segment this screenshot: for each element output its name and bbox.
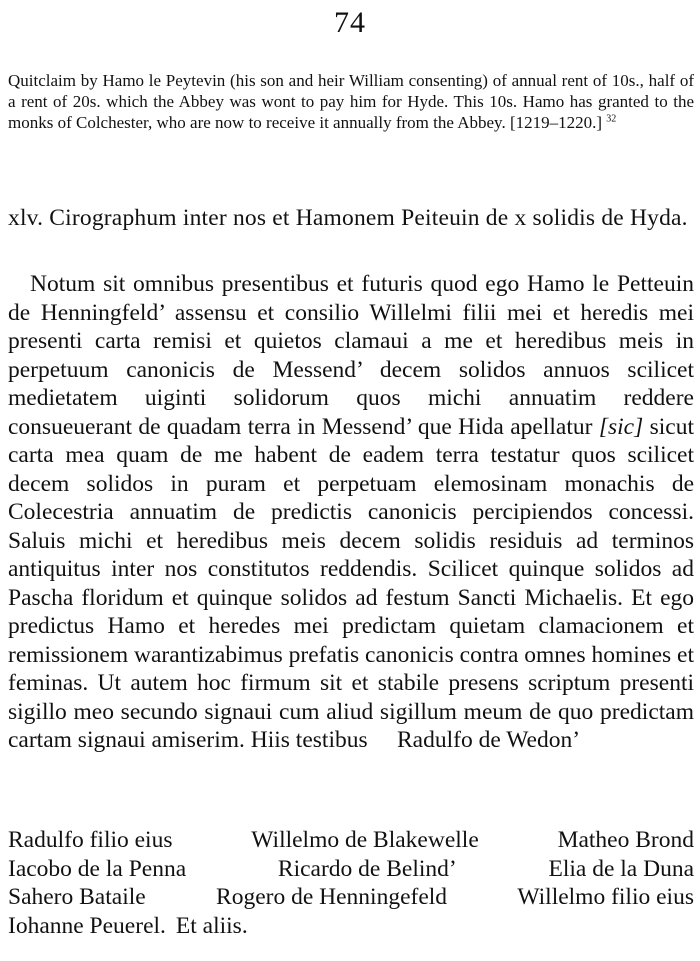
witness-list: [8, 826, 694, 940]
witness-name: Iacobo de la Penna: [8, 855, 187, 882]
witness-name: Iohanne Peuerel.: [8, 912, 166, 939]
witness-name: Rogero de Henningefeld: [216, 884, 448, 910]
witness-row: [8, 912, 694, 941]
editorial-summary: [8, 70, 694, 133]
summary-text: Quitclaim by Hamo le Peytevin (his son and heir William consenting) of annual rent of 10s., half of a rent of 20s. which the Abbey was wont to pay him for Hyde. This 10s. Hamo has granted to the monks of Colchester, who are now to receive it annually from the Abbey.: [8, 71, 694, 132]
witness-name: Radulfo filio eius: [8, 827, 173, 853]
witness-row: [8, 855, 694, 884]
summary-date: [510, 113, 616, 132]
charter-text-part2: sicut carta mea quam de me habent de eadem terra testatur quos scilicet decem solidos in puram et perpetuam elemosinam monachis de Colecestria annuatim de predictis canonicis percipiendos concessi. Saluis michi et heredibus meis decem solidis residuis ad terminos antiquitus inter nos constitutos reddendis. Scilicet quinque solidos ad Pascha floridum et quinque solidos ad festum Sancti Michaelis. Et ego predictus Hamo et heredes mei predictam quietam clamacionem et remissionem warantizabimus prefatis canonicis contra omnes homines et feminas. Ut autem hoc firmum sit et stabile presens scriptum presenti sigillo meo secundo signaui cum aliud sigillum meum de quo predictam cartam signaui amiserim. Hiis testibus: [8, 413, 694, 753]
date-range: [1219–1220.]: [509, 113, 603, 132]
witness-row: [8, 826, 694, 855]
witness-name: Ricardo de Belind’: [277, 855, 457, 882]
witness-name: Elia de la Duna: [548, 855, 694, 882]
page-number: 74: [334, 6, 366, 39]
witness-name: Sahero Bataile: [8, 884, 146, 910]
footnote-reference: 32: [606, 113, 617, 125]
witness-name: Radulfo de Wedon’: [397, 727, 581, 753]
witness-row: [8, 883, 694, 912]
charter-text: [8, 270, 694, 755]
witness-name: Matheo Brond: [557, 827, 694, 853]
witness-name: Willelmo de Blakewelle: [251, 827, 479, 853]
sic-marker: [sic]: [598, 413, 644, 440]
charter-heading: xlv. Cirographum inter nos et Hamonem Peiteuin de x solidis de Hyda.: [8, 205, 688, 231]
witness-name: Willelmo filio eius: [517, 884, 694, 910]
charter-text-part1: Notum sit omnibus presentibus et futuris quod ego Hamo le Petteuin de Henningfeld’ assensu et consilio Willelmi filii mei et heredis mei presenti carta remisi et quietos clamaui a me et heredibus meis in perpetuum canonicis de Messend’ decem solidos annuos scilicet medietatem uiginti solidorum quos michi annuatim reddere consueuerant de quadam terra in Messend’ que Hida apellatur: [8, 271, 694, 440]
closing-phrase: Et aliis.: [175, 912, 248, 939]
